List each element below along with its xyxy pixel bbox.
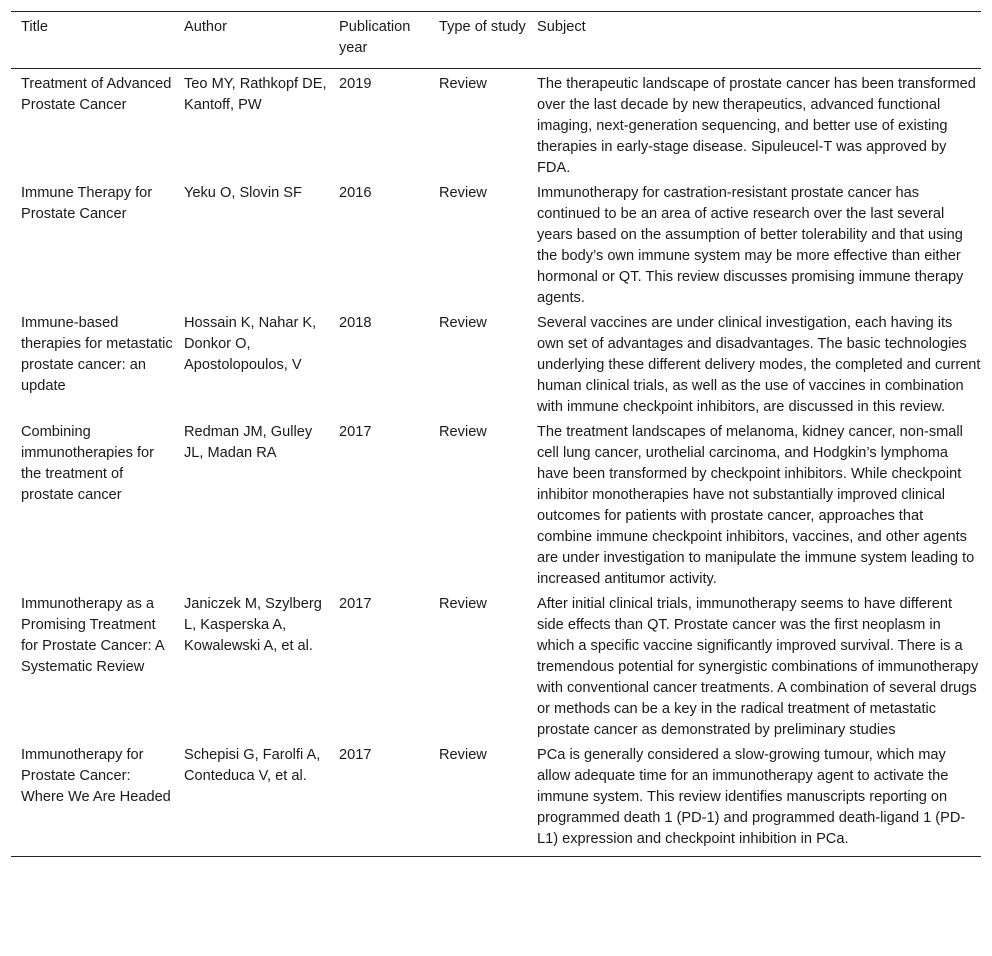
- cell-subject: The treatment landscapes of melanoma, kidney cancer, non-small cell lung cancer, urothelial carcinoma, and Hodgkin’s lymphoma have been transformed by checkpoint inhibitors. While checkpoint inhibitor monotherapies have not substantially improved clinical outcomes for patients with prostate cancer, approaches that combine immune checkpoint inhibitors, vaccines, and other agents are under investigation to manipulate the immune system leading to increased antitumor activity.: [537, 424, 975, 587]
- cell-subject: After initial clinical trials, immunotherapy seems to have different side effects than QT. Prostate cancer was the first neoplasm in which a specific vaccine significantly improved survival. There is a tremendous potential for synergistic combinations of immunotherapy with conventional cancer treatments. A combination of several drugs or methods can be a key in the radical treatment of metastatic prostate cancer as demonstrated by preliminary studies: [537, 596, 979, 738]
- table-row: [11, 592, 981, 743]
- cell-type: Review: [439, 596, 487, 612]
- cell-year: 2019: [339, 76, 372, 92]
- cell-subject: Immunotherapy for castration-resistant prostate cancer has continued to be an area of active research over the last several years based on the assumption of better tolerability and that using the body’s own immune system may be more effective than either hormonal or QT. This review discusses promising immune therapy agents.: [537, 185, 964, 306]
- cell-year: 2016: [339, 185, 372, 201]
- cell-title: Immune Therapy for Prostate Cancer: [21, 185, 153, 222]
- header-row: [11, 12, 981, 69]
- cell-author: Hossain K, Nahar K, Donkor O, Apostolopoulos, V: [184, 315, 317, 373]
- cell-title: Treatment of Advanced Prostate Cancer: [21, 76, 172, 113]
- literature-review-table: [11, 11, 981, 857]
- cell-type: Review: [439, 747, 487, 763]
- table-row: [11, 420, 981, 592]
- header-publication-year: Publication year: [339, 19, 411, 56]
- table-row: [11, 181, 981, 311]
- cell-author: Teo MY, Rathkopf DE, Kantoff, PW: [184, 76, 327, 113]
- table-header: [11, 12, 981, 69]
- cell-subject: PCa is generally considered a slow-growing tumour, which may allow adequate time for an immunotherapy agent to activate the immune system. This review identifies manuscripts reporting on programmed death 1 (PD-1) and programmed death-ligand 1 (PD-L1) expression and checkpoint inhibition in PCa.: [537, 747, 966, 847]
- cell-title: Immune-based therapies for metastatic prostate cancer: an update: [21, 315, 173, 394]
- cell-author: Redman JM, Gulley JL, Madan RA: [184, 424, 313, 461]
- cell-subject: Several vaccines are under clinical investigation, each having its own set of advantages and disadvantages. The basic technologies underlying these different delivery modes, the completed and current human clinical trials, as well as the use of vaccines in combination with immune checkpoint inhibitors, are discussed in this review.: [537, 315, 981, 415]
- cell-type: Review: [439, 424, 487, 440]
- cell-author: Janiczek M, Szylberg L, Kasperska A, Kowalewski A, et al.: [184, 596, 322, 654]
- cell-type: Review: [439, 76, 487, 92]
- cell-title: Immunotherapy for Prostate Cancer: Where We Are Headed: [21, 747, 171, 805]
- cell-year: 2017: [339, 424, 372, 440]
- cell-type: Review: [439, 185, 487, 201]
- cell-year: 2018: [339, 315, 372, 331]
- table-row: [11, 311, 981, 420]
- literature-table-container: [11, 11, 981, 857]
- cell-type: Review: [439, 315, 487, 331]
- table-row: [11, 743, 981, 857]
- table-body: [11, 69, 981, 857]
- cell-author: Schepisi G, Farolfi A, Conteduca V, et al.: [184, 747, 321, 784]
- header-author: Author: [184, 19, 227, 35]
- cell-title: Combining immunotherapies for the treatment of prostate cancer: [21, 424, 155, 503]
- cell-subject: The therapeutic landscape of prostate cancer has been transformed over the last decade by new therapeutics, advanced functional imaging, next-generation sequencing, and better use of existing therapies in early-stage disease. Sipuleucel-T was approved by FDA.: [537, 76, 976, 176]
- header-subject: Subject: [537, 19, 586, 35]
- table-row: [11, 69, 981, 182]
- header-title: Title: [21, 19, 49, 35]
- header-type-of-study: Type of study: [439, 19, 526, 35]
- cell-year: 2017: [339, 596, 372, 612]
- cell-title: Immunotherapy as a Promising Treatment for Prostate Cancer: A Systematic Review: [21, 596, 164, 675]
- cell-author: Yeku O, Slovin SF: [184, 185, 302, 201]
- cell-year: 2017: [339, 747, 372, 763]
